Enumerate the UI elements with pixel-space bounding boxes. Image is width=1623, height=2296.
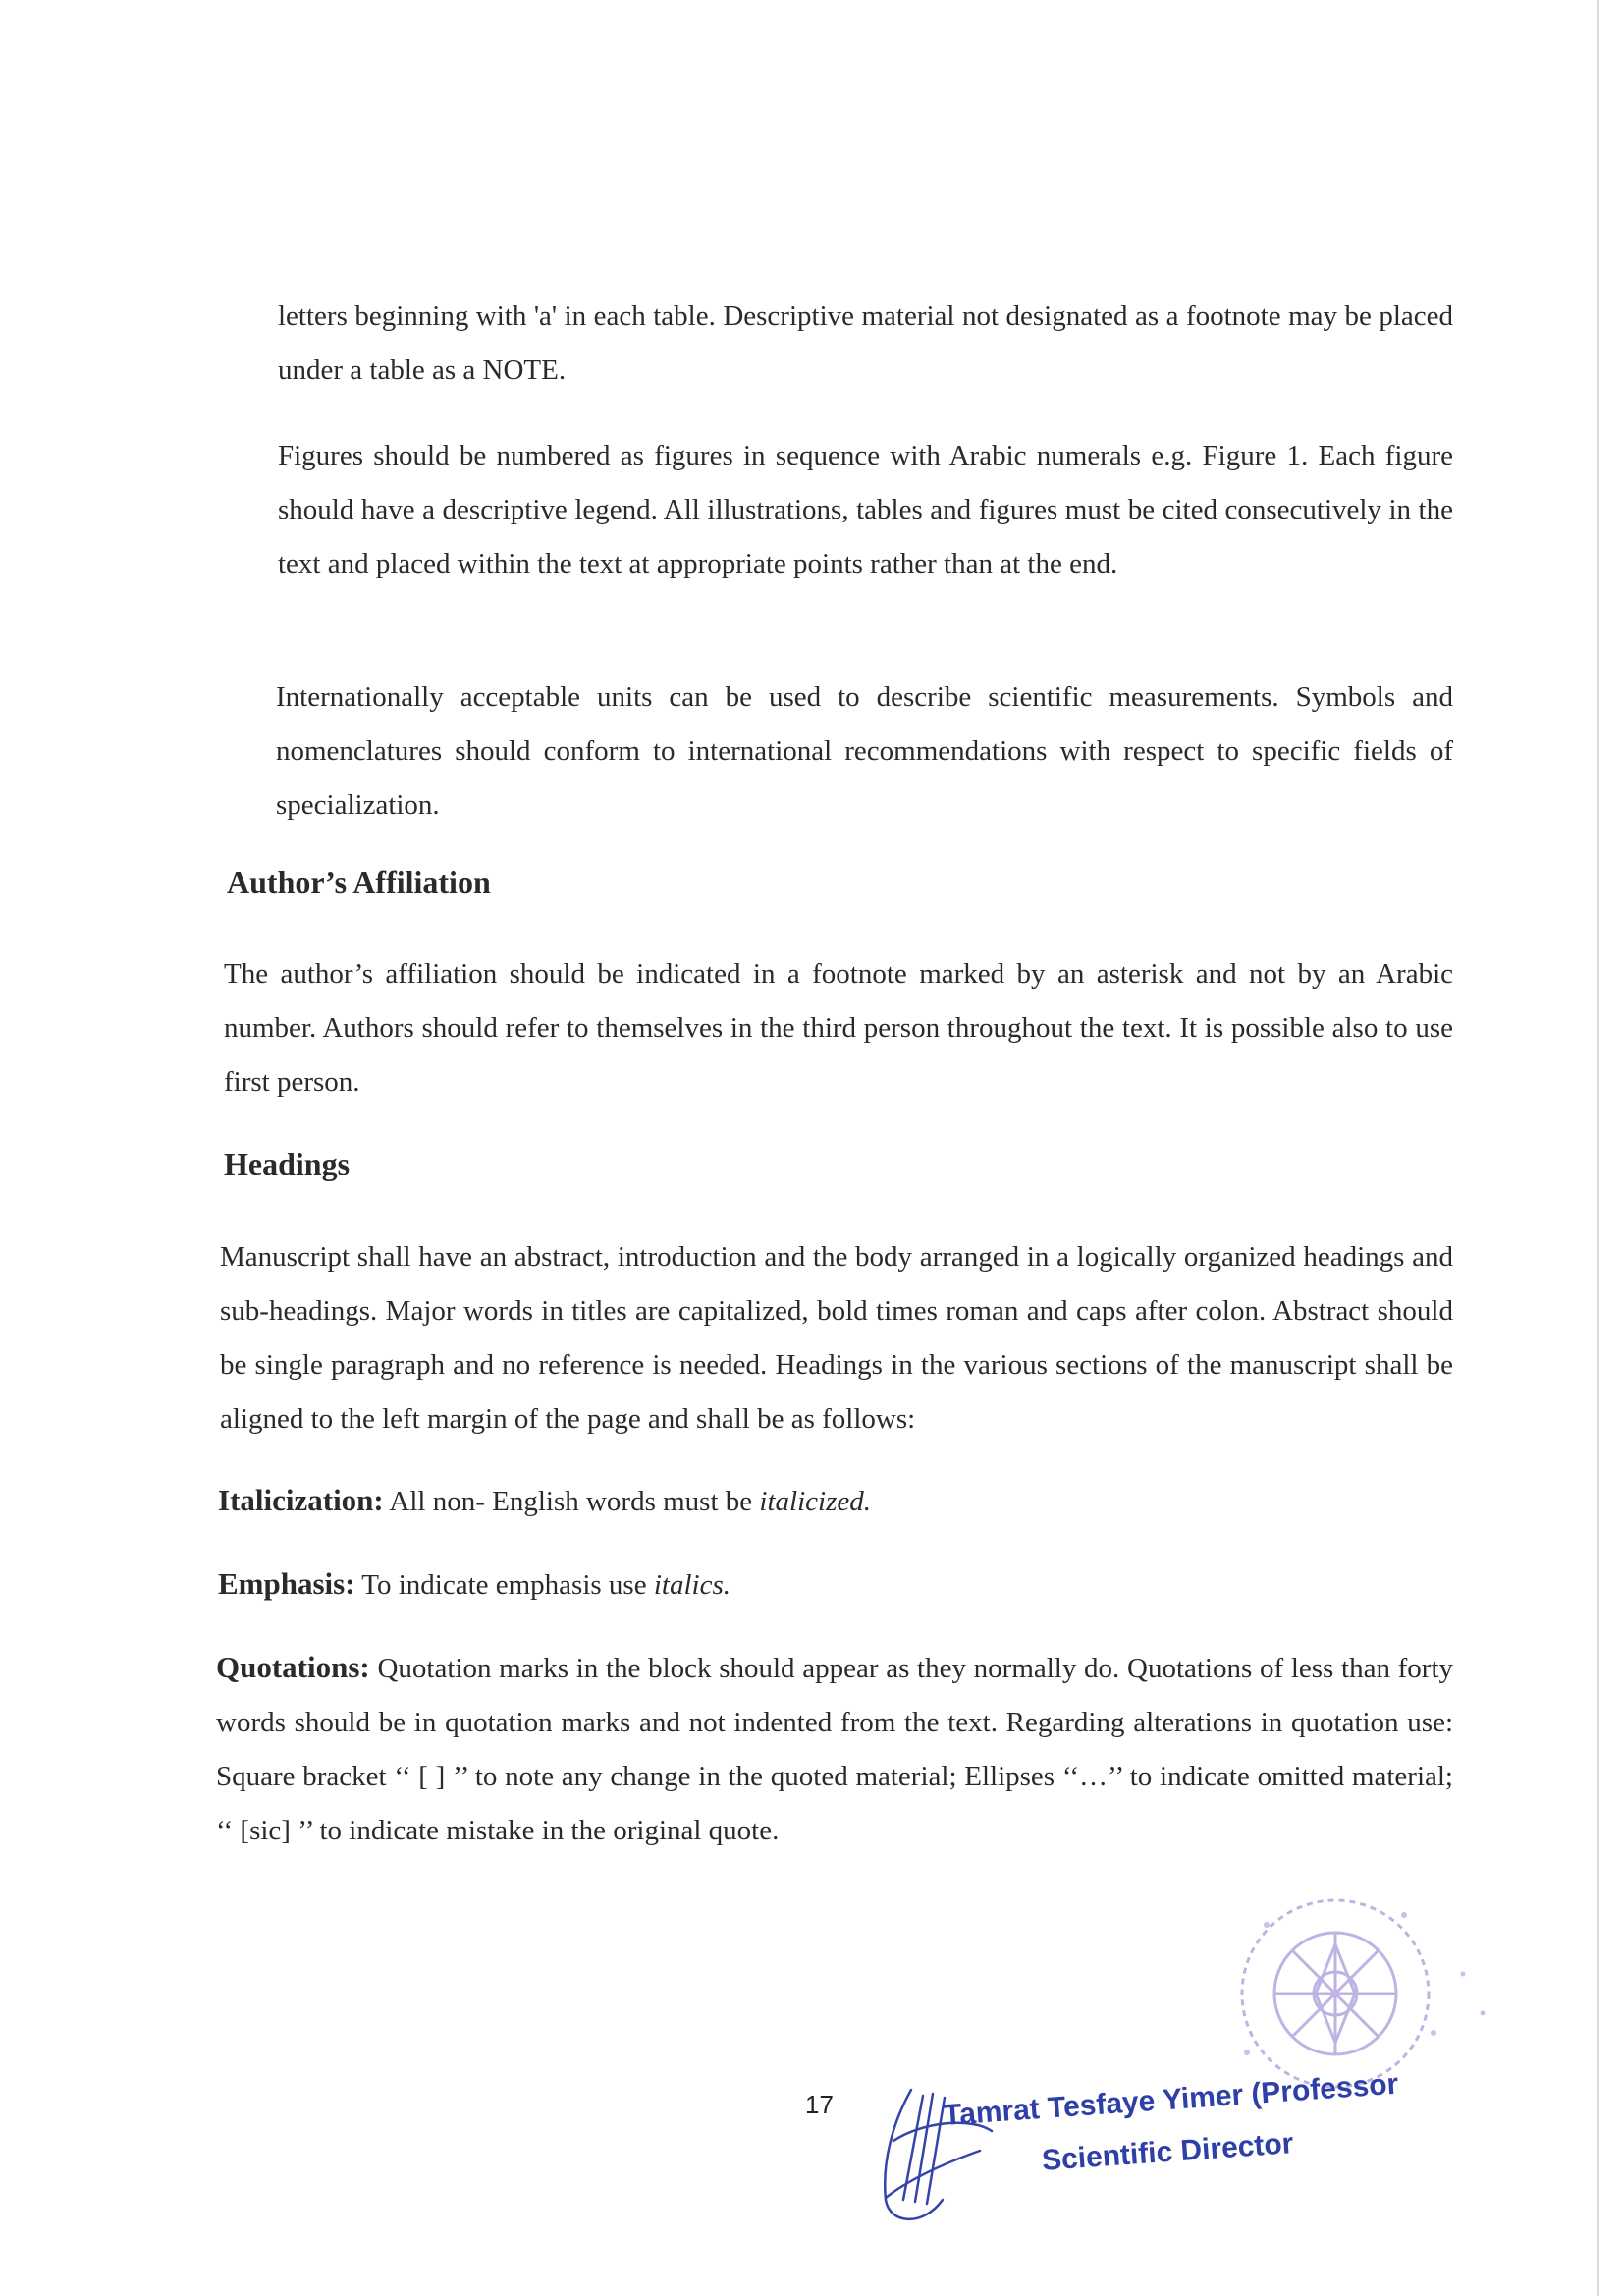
heading-headings: Headings <box>224 1146 351 1181</box>
emphasis-text: To indicate emphasis use <box>361 1569 647 1601</box>
emphasis-example: italics. <box>653 1569 730 1601</box>
paragraph-text: Internationally acceptable units can be used to describe scientific measurements. Symbols and nomenclatures should conform to international recommendations with respect to specific fields of specialization. <box>276 682 1453 821</box>
heading-authors-affiliation: Author’s Affiliation <box>227 864 491 900</box>
paragraph-units <box>276 671 1453 833</box>
signatory-title: Scientific Director <box>1041 2127 1295 2177</box>
signatory-name: Tamrat Tesfaye Yimer (Professor <box>943 2067 1400 2132</box>
paragraph-affiliation <box>224 948 1453 1110</box>
term-quotations: Quotations: <box>216 1650 370 1684</box>
term-italicization: Italicization: <box>218 1483 384 1517</box>
italicization-example: italicized. <box>759 1486 871 1517</box>
quotations-text: Quotation marks in the block should appear as they normally do. Quotations of less than forty words should be in quotation marks and not indented from the text. Regarding alterations in quotation use: Square bracket ‘‘ [ ] ’’ to note any change in the quoted material; Ellipses ‘‘…’’ to indicate omitted material; ‘‘ [sic] ’’ to indicate mistake in the original quote. <box>216 1653 1454 1846</box>
scan-edge-line <box>1597 0 1599 2296</box>
paragraph-quotations <box>216 1640 1453 1858</box>
page-number: 17 <box>805 2090 834 2119</box>
signature-block <box>864 2067 1414 2229</box>
paragraph-tables-note <box>278 290 1453 398</box>
paragraph-headings <box>220 1230 1453 1447</box>
term-emphasis: Emphasis: <box>218 1566 355 1601</box>
paragraph-figures <box>278 429 1453 591</box>
italicization-text: All non- English words must be <box>389 1486 753 1517</box>
paragraph-emphasis <box>218 1557 1453 1613</box>
paragraph-text: The author’s affiliation should be indicated in a footnote marked by an asterisk and not by an Arabic number. Authors should refer to themselves in the third person throughout the text. It is possible also to use first person. <box>224 958 1453 1098</box>
paragraph-text: Manuscript shall have an abstract, introduction and the body arranged in a logically organized headings and sub-headings. Major words in titles are capitalized, bold times roman and caps after colon. Abstract should be single paragraph and no reference is needed. Headings in the various sections of the manuscript shall be aligned to the left margin of the page and shall be as follows: <box>220 1241 1453 1435</box>
paragraph-text: Figures should be numbered as figures in sequence with Arabic numerals e.g. Figure 1. Each figure should have a descriptive legend. All illustrations, tables and figures must be cited consecutively in the text and placed within the text at appropriate points rather than at the end. <box>278 440 1453 579</box>
paragraph-italicization <box>218 1473 1453 1529</box>
paragraph-text: letters beginning with 'a' in each table. Descriptive material not designated as a footnote may be placed under a table as a NOTE. <box>278 301 1453 386</box>
